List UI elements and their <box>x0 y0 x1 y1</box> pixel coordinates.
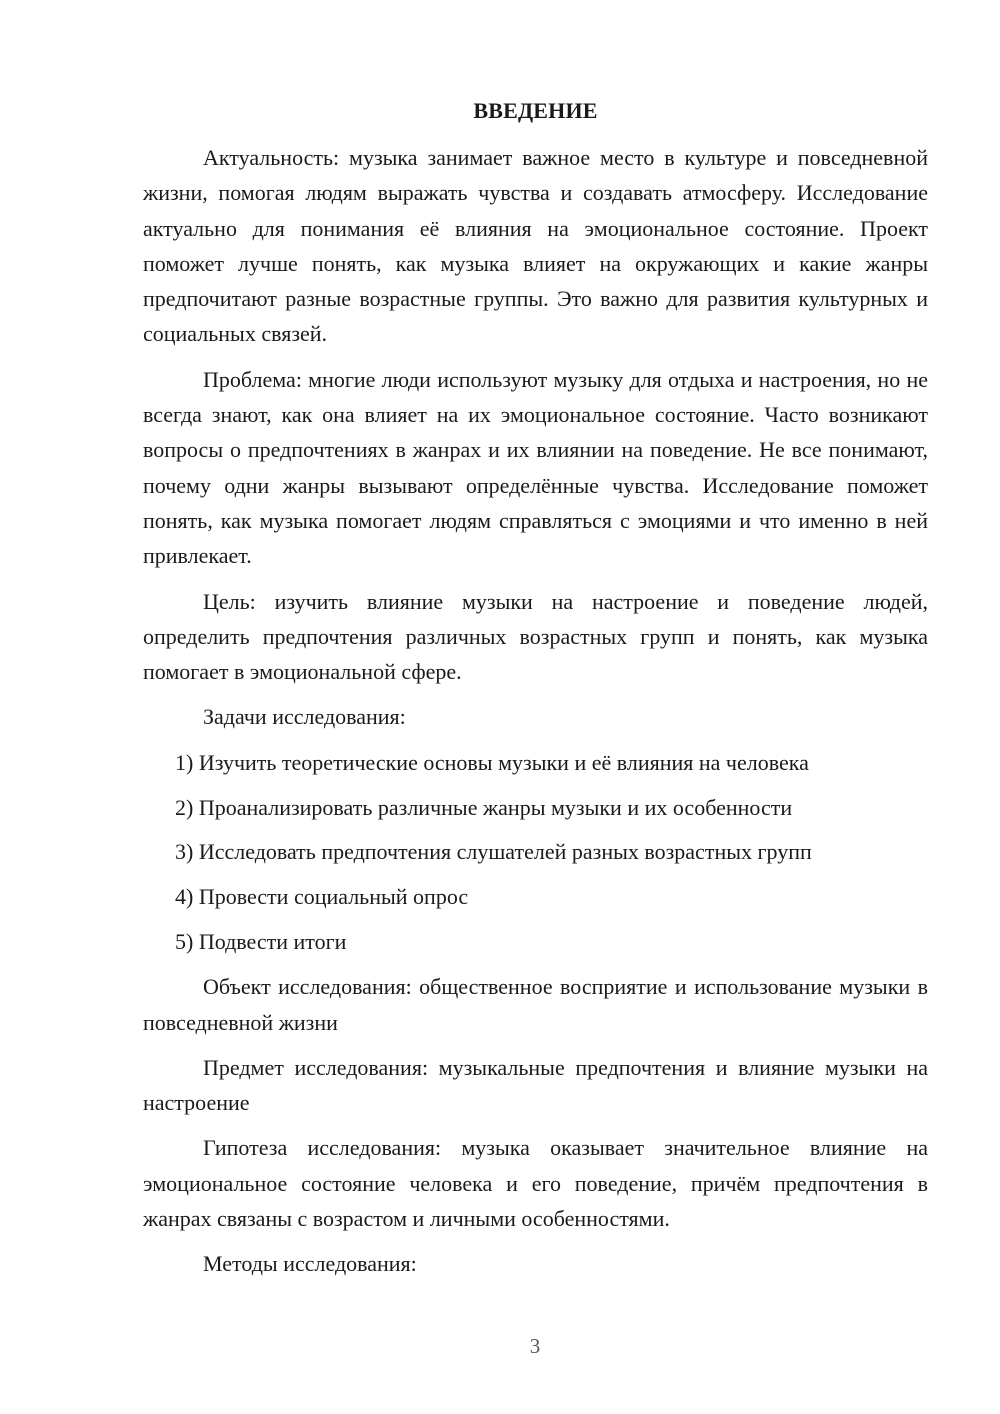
paragraph-methods-title: Методы исследования: <box>203 1251 417 1277</box>
paragraph-relevance: Актуальность: музыка занимает важное место в культуре и повседневной жизни, помогая людям выражать чувства и создавать атмосферу. Исследование актуально для понимания её влияния на эмоциональное состояние. Проект поможет лучше понять, как музыка влияет на окружающих и какие жанры предпочитают разные возрастные группы. Это важно для развития культурных и социальных связей. <box>143 145 928 347</box>
paragraph-subject: Предмет исследования: музыкальные предпочтения и влияние музыки на настроение <box>143 1054 928 1116</box>
section-heading: ВВЕДЕНИЕ <box>473 98 598 123</box>
list-item: 4) Провести социальный опрос <box>175 884 469 910</box>
list-item: 3) Исследовать предпочтения слушателей разных возрастных групп <box>175 839 812 865</box>
list-item: 5) Подвести итоги <box>175 928 347 954</box>
paragraph-object: Объект исследования: общественное восприятие и использование музыки в повседневной жизни <box>143 974 928 1035</box>
page-content <box>143 96 928 1292</box>
paragraph-hypothesis: Гипотеза исследования: музыка оказывает значительное влияние на эмоциональное состояние человека и его поведение, причём предпочтения в жанрах связаны с возрастом и личными особенностями. <box>143 1135 928 1232</box>
paragraph-goal: Цель: изучить влияние музыки на настроение и поведение людей, определить предпочтения различных возрастных групп и понять, как музыка помогает в эмоциональной сфере. <box>143 588 928 685</box>
paragraph-problem: Проблема: многие люди используют музыку для отдыха и настроения, но не всегда знают, как она влияет на их эмоциональное состояние. Часто возникают вопросы о предпочтениях в жанрах и их влиянии на поведение. Не все понимают, почему одни жанры вызывают определённые чувства. Исследование поможет понять, как музыка помогает людям справляться с эмоциями и что именно в ней привлекает. <box>143 366 928 569</box>
list-item: 2) Проанализировать различные жанры музыки и их особенности <box>175 794 793 820</box>
task-list <box>143 745 928 959</box>
paragraph-tasks-title: Задачи исследования: <box>203 704 406 730</box>
page-number: 3 <box>529 1334 541 1358</box>
list-item: 1) Изучить теоретические основы музыки и её влияния на человека <box>175 749 809 775</box>
